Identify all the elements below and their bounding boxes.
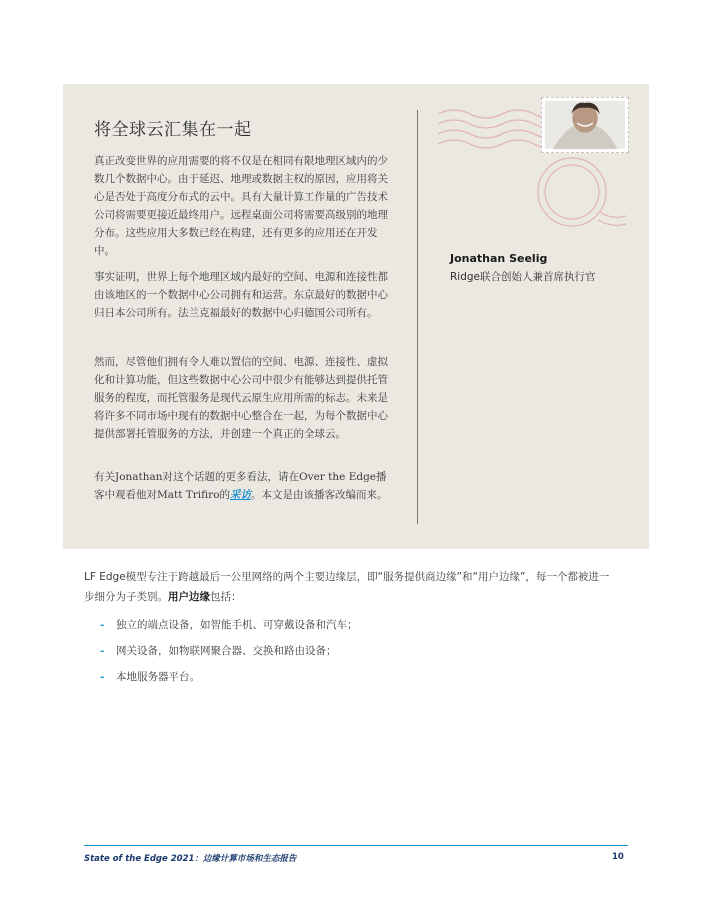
author-name: Jonathan Seelig [450,252,548,265]
card-paragraph-3: 然而，尽管他们拥有令人难以置信的空间、电源、连接性、虚拟化和计算功能，但这些数据中心公司中很少有能够达到提供托管服务的程度，而托管服务是现代云原生应用所需的标志。未来是将许多不同市场中现有的数据中心整合在一起，为每个数据中心提供部署托管服务的方法，并创建一个真正的全球云。 [94,356,388,440]
page-number: 10 [612,852,624,862]
author-role: Ridge联合创始人兼首席执行官 [450,271,596,283]
card-paragraph-4-tail: 。本文是由该播客改编而来。 [251,489,388,501]
intro-text: LF Edge模型专注于跨越最后一公里网络的两个主要边缘层，即“服务提供商边缘”和“用户边缘”，每一个都被进一步细分为子类别。 [84,571,610,603]
list-item-text: 网关设备，如物联网聚合器、交换和路由设备； [116,645,337,657]
bullet-marker: - [100,619,105,631]
list-item [100,612,358,638]
bullet-marker: - [100,645,105,657]
vertical-divider [417,110,418,524]
list-item-text: 本地服务器平台。 [116,671,200,683]
list-item-text: 独立的端点设备，如智能手机、可穿戴设备和汽车； [116,619,358,631]
card-title: 将全球云汇集在一起 [94,120,252,140]
intro-paragraph [84,567,614,607]
footer-report-title: State of the Edge 2021：边缘计算市场和生态报告 [84,854,297,864]
postmark-icon [530,150,630,240]
intro-bold-term: 用户边缘 [168,591,210,603]
card-paragraph-4 [94,468,394,504]
interview-link[interactable]: 采访 [230,489,252,501]
user-edge-list [100,612,358,690]
author-photo [541,97,629,153]
intro-tail: 包括： [210,591,242,603]
list-item [100,638,358,664]
card-paragraph-1: 真正改变世界的应用需要的将不仅是在相同有限地理区域内的少数几个数据中心。由于延迟、地理或数据主权的原因，应用将关心是否处于高度分布式的云中。具有大量计算工作量的广告技术公司将需要更接近最终用户。远程桌面公司将需要高级别的地理分布。这些应用大多数已经在构建，还有更多的应用还在开发中。 [94,155,388,257]
list-item [100,664,358,690]
bullet-marker: - [100,671,105,683]
card-paragraph-4-text: 有关Jonathan对这个话题的更多看法，请在Over the Edge播客中观看他对Matt Trifiro的 [94,471,387,501]
card-paragraph-2: 事实证明，世界上每个地理区域内最好的空间、电源和连接性都由该地区的一个数据中心公司拥有和运营。东京最好的数据中心归日本公司所有。法兰克福最好的数据中心归德国公司所有。 [94,271,388,319]
footer-rule [84,845,628,846]
